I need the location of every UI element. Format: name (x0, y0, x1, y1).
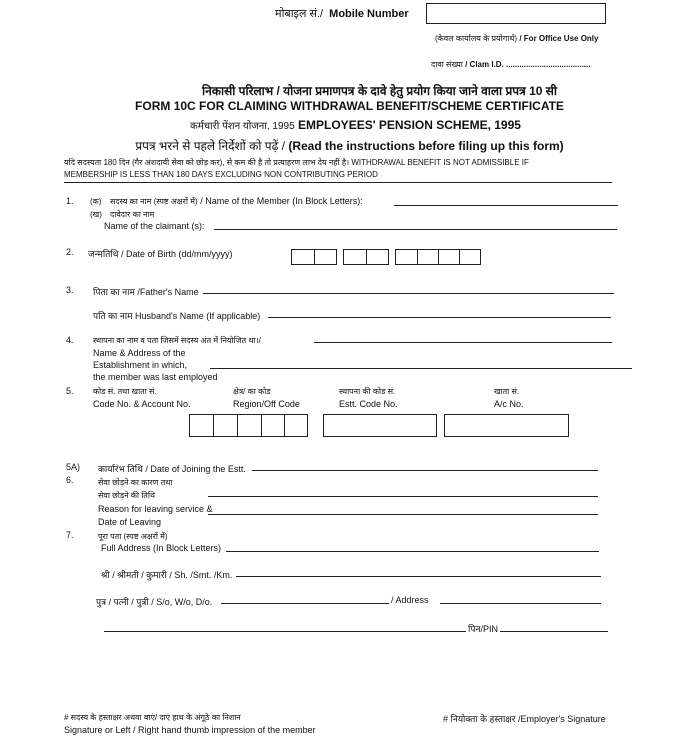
establishment-label-3: the member was last employed (93, 372, 218, 382)
full-address-label: Full Address (In Block Letters) (101, 543, 222, 553)
dob-label: जन्मतिथि / Date of Birth (dd/mm/yyyy) (88, 249, 233, 259)
field-1-number: 1. (66, 196, 74, 206)
establishment-input-1[interactable] (314, 342, 612, 343)
father-name-input[interactable] (203, 293, 614, 294)
claimant-name-hi: दावेदार का नाम (110, 210, 155, 219)
region-code-cell-2[interactable] (213, 414, 238, 437)
employer-signature-label: # नियोक्ता के हस्ताक्षर /Employer's Signature (443, 714, 606, 724)
region-code-label: Region/Off Code (233, 399, 300, 409)
full-address-hi: पूरा पता (स्पष्ट अक्षरों में) (98, 532, 168, 541)
joining-date-label: कार्यारंभ तिथि / Date of Joining the Estt. (98, 464, 246, 474)
field-1a-marker: (क) (90, 197, 102, 206)
ac-no-input[interactable] (444, 414, 569, 437)
establishment-label-1: Name & Address of the (93, 348, 186, 358)
claimant-name-label: Name of the claimant (s): (104, 221, 205, 231)
region-code-cell-4[interactable] (261, 414, 285, 437)
estt-code-hi: स्थापना की कोड सं. (339, 387, 396, 396)
region-code-cell-5[interactable] (284, 414, 308, 437)
leaving-input-1[interactable] (208, 496, 598, 497)
field-2-number: 2. (66, 247, 74, 257)
member-signature-label: Signature or Left / Right hand thumb impression of the member (64, 725, 316, 735)
estt-code-label: Estt. Code No. (339, 399, 398, 409)
joining-date-input[interactable] (252, 470, 598, 471)
ac-no-hi: खाता सं. (494, 387, 520, 396)
dob-year-3[interactable] (438, 249, 460, 265)
dob-day-1[interactable] (291, 249, 315, 265)
form-title: FORM 10C FOR CLAIMING WITHDRAWAL BENEFIT/SCHEME CERTIFICATE (135, 99, 564, 113)
title-hindi: निकासी परिलाभ / योजना प्रमाणपत्र के दावे हेतु प्रयोग किया जाने वाला प्रपत्र 10 सी (202, 84, 557, 98)
code-account-label: Code No. & Account No. (93, 399, 191, 409)
pin-input[interactable] (500, 631, 608, 632)
claimant-name-input[interactable] (214, 229, 617, 230)
claim-id-label: दावा संख्या / Clam I.D. ...................................... (431, 60, 591, 69)
leaving-date-label: Date of Leaving (98, 517, 162, 527)
establishment-label-2: Establishment in which, (93, 360, 188, 370)
field-3-number: 3. (66, 285, 74, 295)
region-code-cell-1[interactable] (189, 414, 214, 437)
relation-name-input[interactable] (221, 603, 389, 604)
address-line-input[interactable] (104, 631, 466, 632)
member-name-label: सदस्य का नाम (स्पष्ट अक्षरों में) / Name of the Member (In Block Letters): (110, 196, 363, 206)
member-name-input[interactable] (394, 205, 618, 206)
leaving-reason-label: Reason for leaving service & (98, 504, 213, 514)
office-use-label: (केवल कार्यालय के प्रयोगार्थ) / For Office Use Only (435, 34, 599, 43)
title-salutation-label: श्री / श्रीमती / कुमारी / Sh. /Smt. /Km. (101, 570, 233, 580)
leaving-date-hi: सेवा छोड़ने की तिथि (98, 491, 156, 500)
mobile-label: मोबाइल सं./ Mobile Number (275, 8, 409, 20)
field-5-number: 5. (66, 386, 74, 396)
notice-line-2: MEMBERSHIP IS LESS THAN 180 DAYS EXCLUDING NON CONTRIBUTING PERIOD (64, 170, 378, 179)
address-label: / Address (391, 595, 429, 605)
member-signature-hi: # सदस्य के हस्ताक्षर अथवा बाएं/ दाएं हाथ के अंगूठे का निशान (64, 713, 241, 722)
relation-label: पुत्र / पत्नी / पुत्री / S/o, W/o, D/o. (96, 597, 213, 607)
notice-divider (64, 182, 612, 183)
scheme-title: कर्मचारी पेंशन योजना, 1995 EMPLOYEES' PENSION SCHEME, 1995 (190, 118, 521, 132)
field-4-number: 4. (66, 335, 74, 345)
region-code-cell-3[interactable] (237, 414, 262, 437)
dob-year-4[interactable] (459, 249, 481, 265)
dob-year-2[interactable] (417, 249, 439, 265)
establishment-label-hi: स्थापना का नाम व पता जिसमें सदस्य अंत में नियोजित था।/ (93, 336, 261, 345)
field-6-number: 6. (66, 475, 74, 485)
field-7-number: 7. (66, 530, 74, 540)
ac-no-label: A/c No. (494, 399, 524, 409)
notice-line-1: यदि सदस्यता 180 दिन (गैर अंशदायी सेवा को छोड़ कर), से कम की है तो प्रत्याहरण लाभ देय नहीं है। WITHDRAWAL BENEFIT IS NOT ADMISSIBLE IF (64, 158, 529, 167)
field-1b-marker: (ख) (90, 210, 102, 219)
husband-name-input[interactable] (268, 317, 611, 318)
establishment-input-2[interactable] (210, 368, 632, 369)
estt-code-input[interactable] (323, 414, 437, 437)
instructions-note: प्रपत्र भरने से पहले निर्देशों को पढ़ें / (Read the instructions before filing up this form) (135, 139, 564, 153)
leaving-reason-hi: सेवा छोड़ने का कारण तथा (98, 478, 173, 487)
salutation-name-input[interactable] (236, 576, 601, 577)
father-name-label: पिता का नाम /Father's Name (93, 287, 199, 297)
leaving-input-2[interactable] (208, 514, 598, 515)
dob-year-1[interactable] (395, 249, 418, 265)
dob-month-1[interactable] (343, 249, 367, 265)
full-address-input[interactable] (226, 551, 599, 552)
dob-month-2[interactable] (366, 249, 389, 265)
address-input[interactable] (440, 603, 601, 604)
field-5a-number: 5A) (66, 462, 81, 472)
pin-label: पिन/PIN (468, 624, 498, 634)
husband-name-label: पति का नाम Husband's Name (If applicable) (93, 311, 261, 321)
region-code-hi: क्षेत्र/ का कोड (233, 387, 271, 396)
dob-day-2[interactable] (314, 249, 337, 265)
code-account-hi: कोड सं. तथा खाता सं. (93, 387, 157, 396)
mobile-number-input[interactable] (426, 3, 606, 24)
